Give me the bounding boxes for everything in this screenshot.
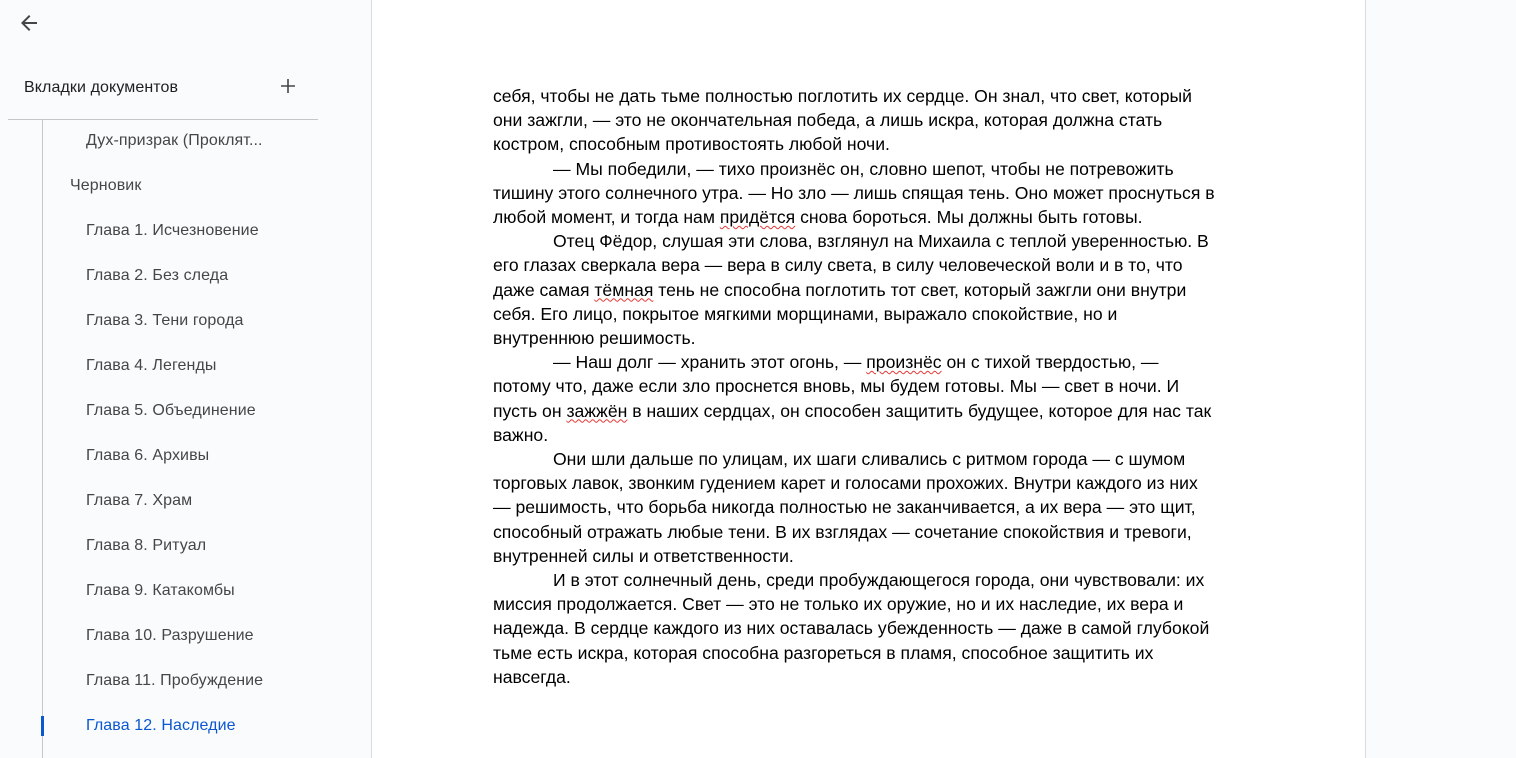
text-run: его глазах сверкала вера — вера в силу света, в силу человеческой воли и в то, что (493, 255, 1183, 276)
misspelled-word[interactable]: тёмная (594, 279, 654, 300)
sidebar-tab-item[interactable] (0, 478, 286, 523)
text-run: пусть он (493, 400, 567, 421)
sidebar-tab-label: Глава 11. Пробуждение (86, 672, 264, 689)
text-run: тьме есть искра, которая способна разгореться в пламя, способное защитить их (493, 642, 1154, 663)
document-paragraph (493, 157, 1255, 230)
text-run: способный отражать любые тени. В их взглядах — сочетание спокойствия и тревоги, (493, 521, 1192, 542)
text-run: внутреннюю решимость. (493, 328, 696, 349)
text-run: — Наш долг — хранить этот огонь, — (553, 352, 867, 373)
sidebar-tab-item[interactable] (0, 253, 286, 298)
sidebar-tab-label: Глава 7. Храм (86, 492, 193, 509)
text-run: миссия продолжается. Свет — это не только их оружие, но и их наследие, их вера и (493, 594, 1184, 615)
active-tab-indicator (41, 716, 44, 736)
text-run: надежда. В сердце каждого из них оставалась убежденность — даже в самой глубокой (493, 618, 1210, 639)
text-run: себя. Его лицо, покрытое мягкими морщинами, выражало спокойствие, но и (493, 303, 1118, 324)
sidebar-tab-item[interactable] (0, 343, 286, 388)
sidebar-tab-item[interactable] (0, 568, 286, 613)
arrow-left-icon (17, 11, 41, 40)
text-run: важно. (493, 424, 549, 445)
text-run: даже самая (493, 279, 595, 300)
text-run: они зажгли, — это не окончательная победа, а лишь искра, которая должна стать (493, 110, 1163, 131)
text-run: тень не способна поглотить тот свет, который зажгли они внутри (653, 279, 1187, 300)
document-tabs-sidebar (0, 0, 372, 758)
document-paragraph (493, 350, 1255, 447)
sidebar-tab-label: Глава 12. Наследие (86, 717, 236, 734)
text-run: — решимость, что борьба никогда полностью не заканчивается, а их вера — это щит, (493, 497, 1196, 518)
text-run: И в этот солнечный день, среди пробуждающегося города, они чувствовали: их (553, 570, 1205, 591)
sidebar-tab-label: Черновик (70, 177, 142, 194)
sidebar-tab-label: Глава 10. Разрушение (86, 627, 254, 644)
sidebar-tab-item[interactable] (0, 433, 286, 478)
misspelled-word[interactable]: произнёс (866, 352, 942, 373)
sidebar-tab-item[interactable] (0, 613, 286, 658)
sidebar-tab-label: Дух-призрак (Проклят... (86, 132, 263, 149)
sidebar-tab-label: Глава 5. Объединение (86, 402, 256, 419)
plus-icon (279, 77, 297, 100)
sidebar-tab-item[interactable] (0, 388, 286, 433)
text-run: костром, способным противостоять любой ночи. (493, 134, 890, 155)
document-paragraph (493, 229, 1255, 350)
text-run: — Мы победили, — тихо произнёс он, словно шепот, чтобы не потревожить (553, 158, 1174, 179)
add-tab-button[interactable] (276, 76, 300, 100)
sidebar-tab-label: Глава 3. Тени города (86, 312, 244, 329)
document-tabs-title: Вкладки документов (24, 79, 179, 96)
text-run: снова бороться. Мы должны быть готовы. (795, 207, 1143, 228)
sidebar-tab-label: Глава 2. Без следа (86, 267, 229, 284)
sidebar-tab-label: Глава 8. Ритуал (86, 537, 207, 554)
text-run: навсегда. (493, 666, 571, 687)
sidebar-tab-label: Глава 4. Легенды (86, 357, 217, 374)
sidebar-tab-label: Глава 1. Исчезновение (86, 222, 259, 239)
text-run: Отец Фёдор, слушая эти слова, взглянул на Михаила с теплой уверенностью. В (553, 231, 1209, 252)
misspelled-word[interactable]: зажжён (566, 400, 628, 421)
text-run: Они шли дальше по улицам, их шаги сливались с ритмом города — с шумом (553, 449, 1186, 470)
document-tabs-header (24, 76, 300, 100)
sidebar-tab-label: Глава 9. Катакомбы (86, 582, 235, 599)
document-page[interactable] (372, 0, 1366, 758)
text-run: любой момент, и тогда нам (493, 207, 720, 228)
document-paragraph (493, 568, 1255, 689)
document-tabs-list (0, 118, 372, 748)
document-paragraph (493, 84, 1255, 157)
misspelled-word[interactable]: придётся (719, 207, 796, 228)
sidebar-tab-item[interactable] (0, 703, 286, 748)
document-paragraph (493, 447, 1255, 568)
text-run: потому что, даже если зло проснется вновь, мы будем готовы. Мы — свет в ночи. И (493, 376, 1180, 397)
sidebar-tab-item[interactable] (0, 298, 286, 343)
text-run: он с тихой твердостью, — (941, 352, 1159, 373)
sidebar-tab-item[interactable] (0, 208, 286, 253)
back-button[interactable] (12, 8, 46, 42)
document-body[interactable] (493, 84, 1255, 689)
sidebar-tab-item[interactable] (0, 523, 286, 568)
text-run: внутренней силы и ответственности. (493, 545, 794, 566)
sidebar-tab-item[interactable] (0, 658, 286, 703)
sidebar-tab-item[interactable] (0, 163, 300, 208)
document-area (372, 0, 1516, 758)
sidebar-tab-label: Глава 6. Архивы (86, 447, 210, 464)
text-run: торговых лавок, звонким гудением карет и голосами прохожих. Внутри каждого из них (493, 473, 1198, 494)
text-run: в наших сердцах, он способен защитить будущее, которое для нас так (627, 400, 1212, 421)
text-run: тишину этого солнечного утра. — Но зло — лишь спящая тень. Оно может проснуться в (493, 182, 1215, 203)
text-run: себя, чтобы не дать тьме полностью поглотить их сердце. Он знал, что свет, который (493, 86, 1192, 106)
sidebar-tab-item[interactable] (0, 118, 286, 163)
